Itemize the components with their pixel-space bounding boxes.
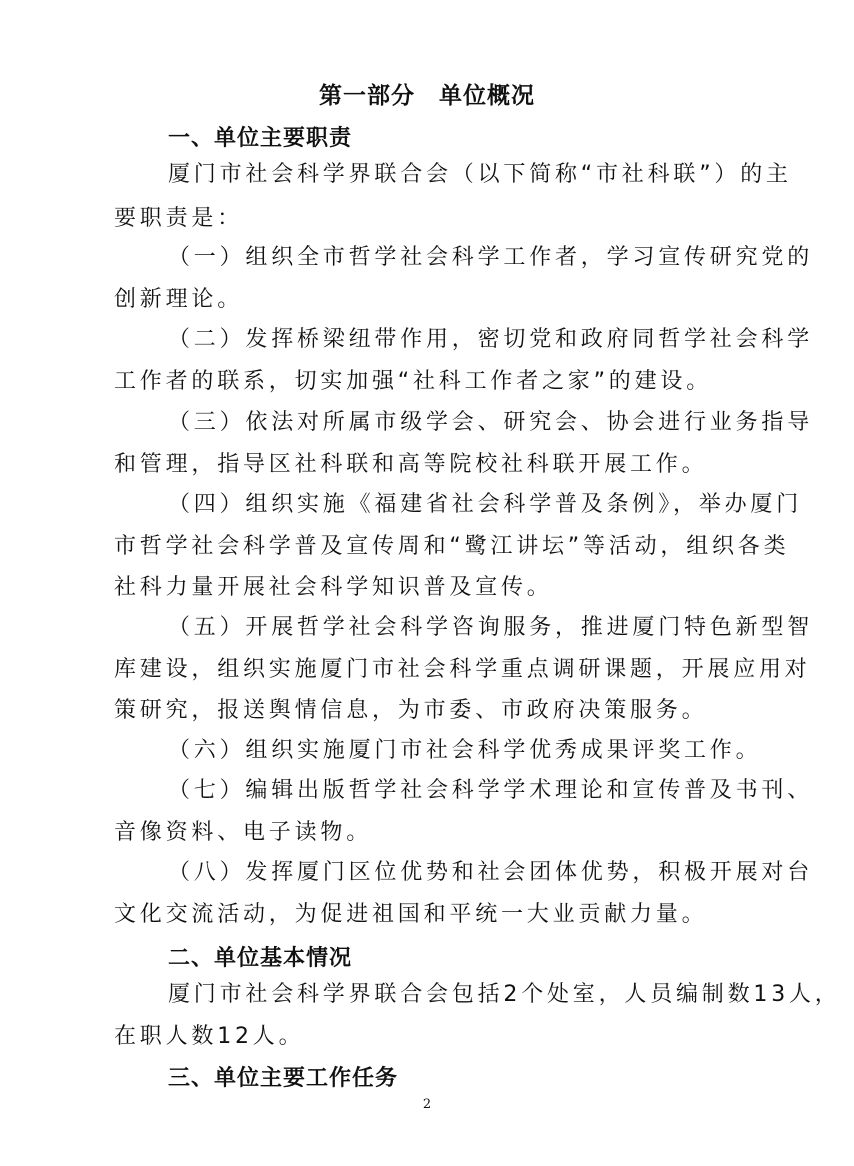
paragraph-line: （八）发挥厦门区位优势和社会团体优势，积极开展对台 [168,860,814,885]
paragraph-line: （二）发挥桥梁纽带作用，密切党和政府同哲学社会科学 [168,327,814,352]
paragraph-line: （一）组织全市哲学社会科学工作者，学习宣传研究党的 [168,245,814,270]
paragraph-line: （三）依法对所属市级学会、研究会、协会进行业务指导 [168,410,814,435]
paragraph-line: 文化交流活动，为促进祖国和平统一大业贡献力量。 [114,902,708,927]
paragraph-line: （六）组织实施厦门市社会科学优秀成果评奖工作。 [168,738,762,763]
paragraph-line: 厦门市社会科学界联合会（以下简称“市社科联”）的主 [168,162,792,187]
section-heading-main-tasks: 三、单位主要工作任务 [168,1066,399,1091]
paragraph-line: （七）编辑出版哲学社会科学学术理论和宣传普及书刊、 [168,778,814,803]
paragraph-line: 库建设，组织实施厦门市社会科学重点调研课题，开展应用对 [114,657,811,682]
paragraph-line: 在职人数12人。 [114,1024,305,1049]
paragraph-line: （四）组织实施《福建省社会科学普及条例》，举办厦门 [168,492,803,517]
section-heading-basic-info: 二、单位基本情况 [168,946,353,971]
paragraph-line: 音像资料、电子读物。 [114,820,373,845]
paragraph-line: 工作者的联系，切实加强“社科工作者之家”的建设。 [114,369,712,394]
paragraph-line: 市哲学社会科学普及宣传周和“鹭江讲坛”等活动，组织各类 [114,534,790,559]
paragraph-line: 和管理，指导区社科联和高等院校社科联开展工作。 [114,452,708,477]
paragraph-line: 策研究，报送舆情信息，为市委、市政府决策服务。 [114,698,708,723]
page-title: 第一部分 单位概况 [319,83,535,109]
paragraph-line: （五）开展哲学社会科学咨询服务，推进厦门特色新型智 [168,615,814,640]
paragraph-line: 厦门市社会科学界联合会包括2个处室，人员编制数13人， [168,982,841,1007]
section-heading-duties: 一、单位主要职责 [168,126,353,151]
paragraph-line: 要职责是： [114,206,244,231]
paragraph-line: 创新理论。 [114,287,244,312]
page-number: 2 [422,1097,432,1112]
paragraph-line: 社科力量开展社会科学知识普及宣传。 [114,575,553,600]
